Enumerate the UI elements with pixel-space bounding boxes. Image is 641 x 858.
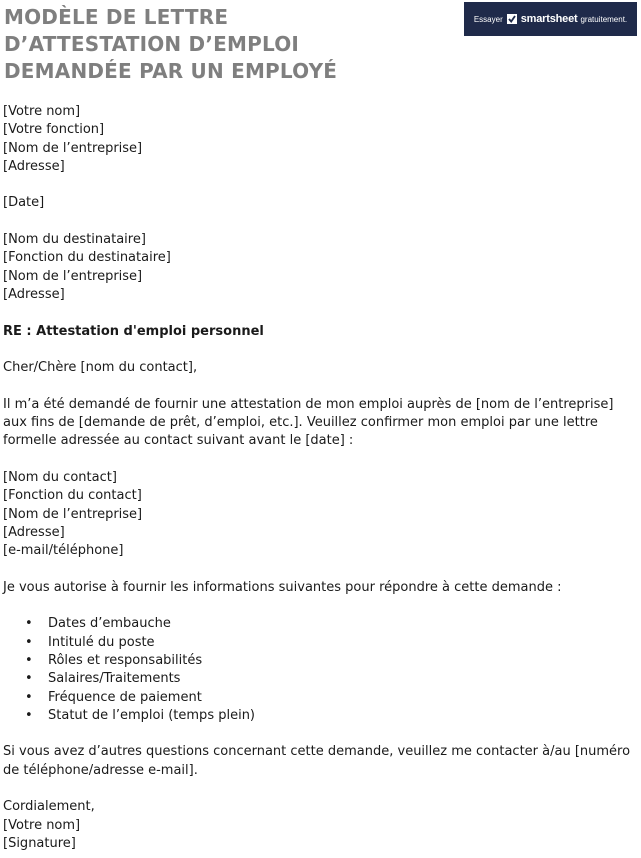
sender-company: [Nom de l’entreprise] — [3, 140, 143, 156]
contact-block — [3, 469, 639, 560]
letter-date: [Date] — [3, 195, 45, 211]
bullet-icon: • — [25, 689, 33, 705]
greeting: Cher/Chère [nom du contact], — [3, 360, 198, 376]
closing: Cordialement, — [3, 799, 95, 815]
list-item: • Salaires/Traitements — [3, 670, 639, 688]
sender-block — [3, 103, 639, 176]
list-item: • Statut de l’emploi (temps plein) — [3, 707, 639, 725]
document-title — [4, 4, 337, 85]
banner-brand: smartsheet — [520, 13, 578, 25]
title-line-2: D’ATTESTATION D’EMPLOI — [4, 32, 300, 56]
paragraph-request: Il m’a été demandé de fournir une attestation de mon emploi auprès de [nom de l’entreprise] aux fins de [demande de prêt, d’emploi, etc.]. Veuillez confirmer mon emploi par une lettre formelle adressée au contact suivant avant le [date] : — [3, 396, 614, 449]
sender-name: [Votre nom] — [3, 104, 81, 119]
title-line-3: DEMANDÉE PAR UN EMPLOYÉ — [4, 59, 338, 83]
letter-body — [3, 103, 639, 853]
signature-placeholder: [Signature] — [3, 835, 76, 851]
recipient-title: [Fonction du destinataire] — [3, 250, 171, 266]
list-item: • Fréquence de paiement — [3, 689, 639, 707]
sender-title: [Votre fonction] — [3, 122, 105, 138]
bullet-icon: • — [25, 707, 33, 723]
banner-suffix: gratuitement. — [580, 14, 628, 24]
paragraph-authorization: Je vous autorise à fournir les informations suivantes pour répondre à cette demande : — [3, 579, 562, 595]
recipient-address: [Adresse] — [3, 286, 65, 302]
contact-title: [Fonction du contact] — [3, 488, 142, 504]
bullet-icon: • — [25, 671, 33, 687]
recipient-company: [Nom de l’entreprise] — [3, 268, 143, 284]
smartsheet-check-logo-icon — [507, 14, 517, 24]
smartsheet-trial-banner[interactable] — [464, 2, 637, 36]
contact-company: [Nom de l’entreprise] — [3, 506, 143, 522]
recipient-name: [Nom du destinataire] — [3, 232, 146, 248]
sender-address: [Adresse] — [3, 158, 65, 174]
list-item: • Intitulé du poste — [3, 634, 639, 652]
bullet-icon: • — [25, 616, 33, 632]
list-item: • Dates d’embauche — [3, 615, 639, 633]
bullet-icon: • — [25, 652, 33, 668]
paragraph-questions: Si vous avez d’autres questions concernant cette demande, veuillez me contacter à/au [numéro de téléphone/adresse e-mail]. — [3, 744, 631, 778]
authorized-info-list — [3, 615, 639, 725]
signature-name: [Votre nom] — [3, 817, 81, 833]
bullet-icon: • — [25, 634, 33, 650]
title-line-1: MODÈLE DE LETTRE — [4, 5, 229, 29]
contact-address: [Adresse] — [3, 524, 65, 540]
recipient-block — [3, 231, 639, 304]
subject-line: RE : Attestation d'emploi personnel — [3, 323, 264, 339]
list-item: • Rôles et responsabilités — [3, 652, 639, 670]
contact-name: [Nom du contact] — [3, 469, 117, 485]
banner-prefix: Essayer — [473, 14, 503, 24]
contact-email-phone: [e-mail/téléphone] — [3, 543, 124, 559]
